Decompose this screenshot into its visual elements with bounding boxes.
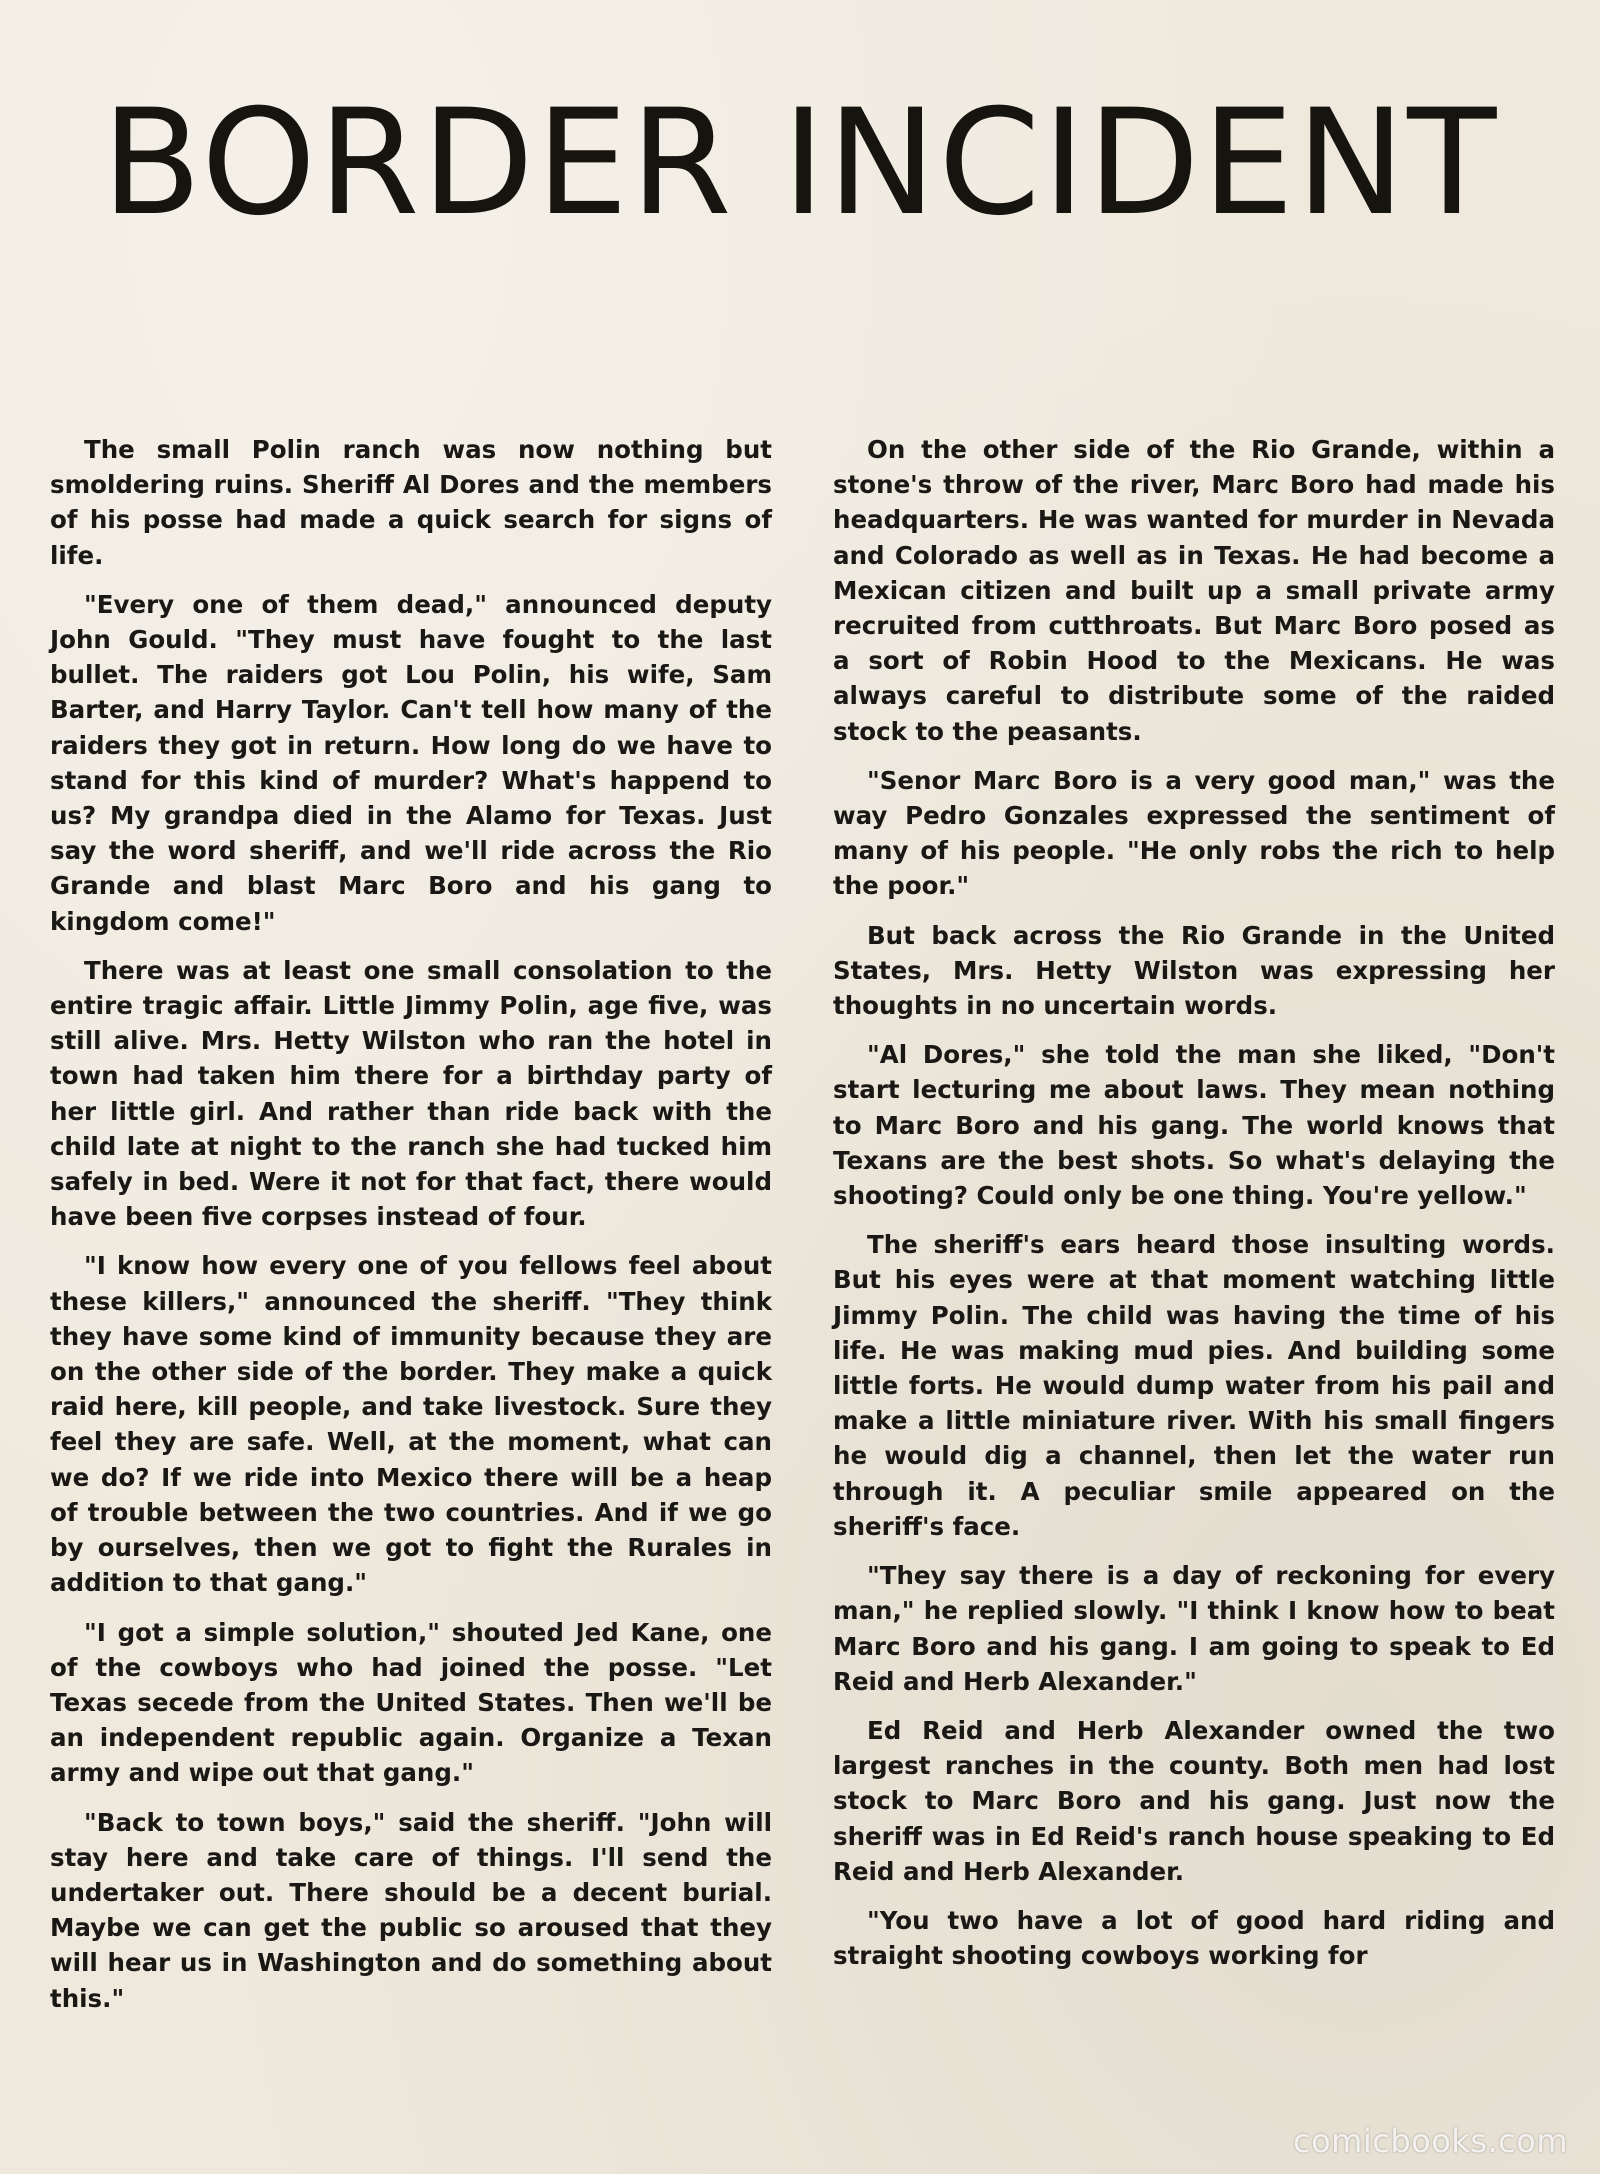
paragraph: "You two have a lot of good hard riding and straight shooting cowboys working for (833, 1905, 1555, 1971)
paragraph: "I know how every one of you fellows feel about these killers," announced the sheriff. "They think they have some kind of immunity because they are on the other side of the border. They make a quick raid here, kill people, and take livestock. Sure they feel they are safe. Well, at the moment, what can we do? If we ride into Mexico there will be a heap of trouble between the two countries. And if we go by ourselves, then we got to fight the Rurales in addition to that gang." (50, 1251, 772, 1598)
paragraph: "Every one of them dead," announced deputy John Gould. "They must have fought to the last bullet. The raiders got Lou Polin, his wife, Sam Barter, and Harry Taylor. Can't tell how many of the raiders they got in return. How long do we have to stand for this kind of murder? What's happend to us? My grandpa died in the Alamo for Texas. Just say the word sheriff, and we'll ride across the Rio Grande and blast Marc Boro and his gang to kingdom come!" (50, 589, 772, 936)
story-title: BORDER INCIDENT (101, 78, 1499, 248)
paragraph: Ed Reid and Herb Alexander owned the two largest ranches in the county. Both men had lost stock to Marc Boro and his gang. Just now the sheriff was in Ed Reid's ranch house speaking to Ed Reid and Herb Alexander. (833, 1715, 1555, 1886)
paragraph: "I got a simple solution," shouted Jed Kane, one of the cowboys who had joined the posse. "Let Texas secede from the United States. Then we'll be an independent republic again. Organize a Texan army and wipe out that gang." (50, 1617, 772, 1788)
paragraph: "Senor Marc Boro is a very good man," was the way Pedro Gonzales expressed the sentiment of many of his people. "He only robs the rich to help the poor." (833, 765, 1555, 901)
paragraph: "Back to town boys," said the sheriff. "John will stay here and take care of things. I'll send the undertaker out. There should be a decent burial. Maybe we can get the public so aroused that they will hear us in Washington and do something about this." (50, 1807, 772, 2013)
paragraph: The sheriff's ears heard those insulting words. But his eyes were at that moment watching little Jimmy Polin. The child was having the time of his life. He was making mud pies. And building some little forts. He would dump water from his pail and make a little miniature river. With his small fingers he would dig a channel, then let the water run through it. A peculiar smile appeared on the sheriff's face. (833, 1230, 1555, 1541)
paragraph: The small Polin ranch was now nothing but smoldering ruins. Sheriff Al Dores and the members of his posse had made a quick search for signs of life. (50, 435, 772, 570)
left-column (50, 432, 772, 2030)
paragraph: But back across the Rio Grande in the United States, Mrs. Hetty Wilston was expressing her thoughts in no uncertain words. (833, 920, 1555, 1021)
paragraph: On the other side of the Rio Grande, within a stone's throw of the river, Marc Boro had made his headquarters. He was wanted for murder in Nevada and Colorado as well as in Texas. He had become a Mexican citizen and built up a small private army recruited from cutthroats. But Marc Boro posed as a sort of Robin Hood to the Mexicans. He was always careful to distribute some of the raided stock to the peasants. (833, 435, 1555, 746)
paragraph: There was at least one small consolation to the entire tragic affair. Little Jimmy Polin, age five, was still alive. Mrs. Hetty Wilston who ran the hotel in town had taken him there for a birthday party of her little girl. And rather than ride back with the child late at night to the ranch she had tucked him safely in bed. Were it not for that fact, there would have been five corpses instead of four. (50, 955, 772, 1232)
paragraph: "They say there is a day of reckoning for every man," he replied slowly. "I think I know how to beat Marc Boro and his gang. I am going to speak to Ed Reid and Herb Alexander." (833, 1561, 1555, 1696)
watermark: comicbooks.com (1292, 2122, 1568, 2160)
paragraph: "Al Dores," she told the man she liked, "Don't start lecturing me about laws. They mean nothing to Marc Boro and his gang. The world knows that Texans are the best shots. So what's delaying the shooting? Could only be one thing. You're yellow." (833, 1040, 1555, 1211)
right-column (833, 432, 1555, 1987)
